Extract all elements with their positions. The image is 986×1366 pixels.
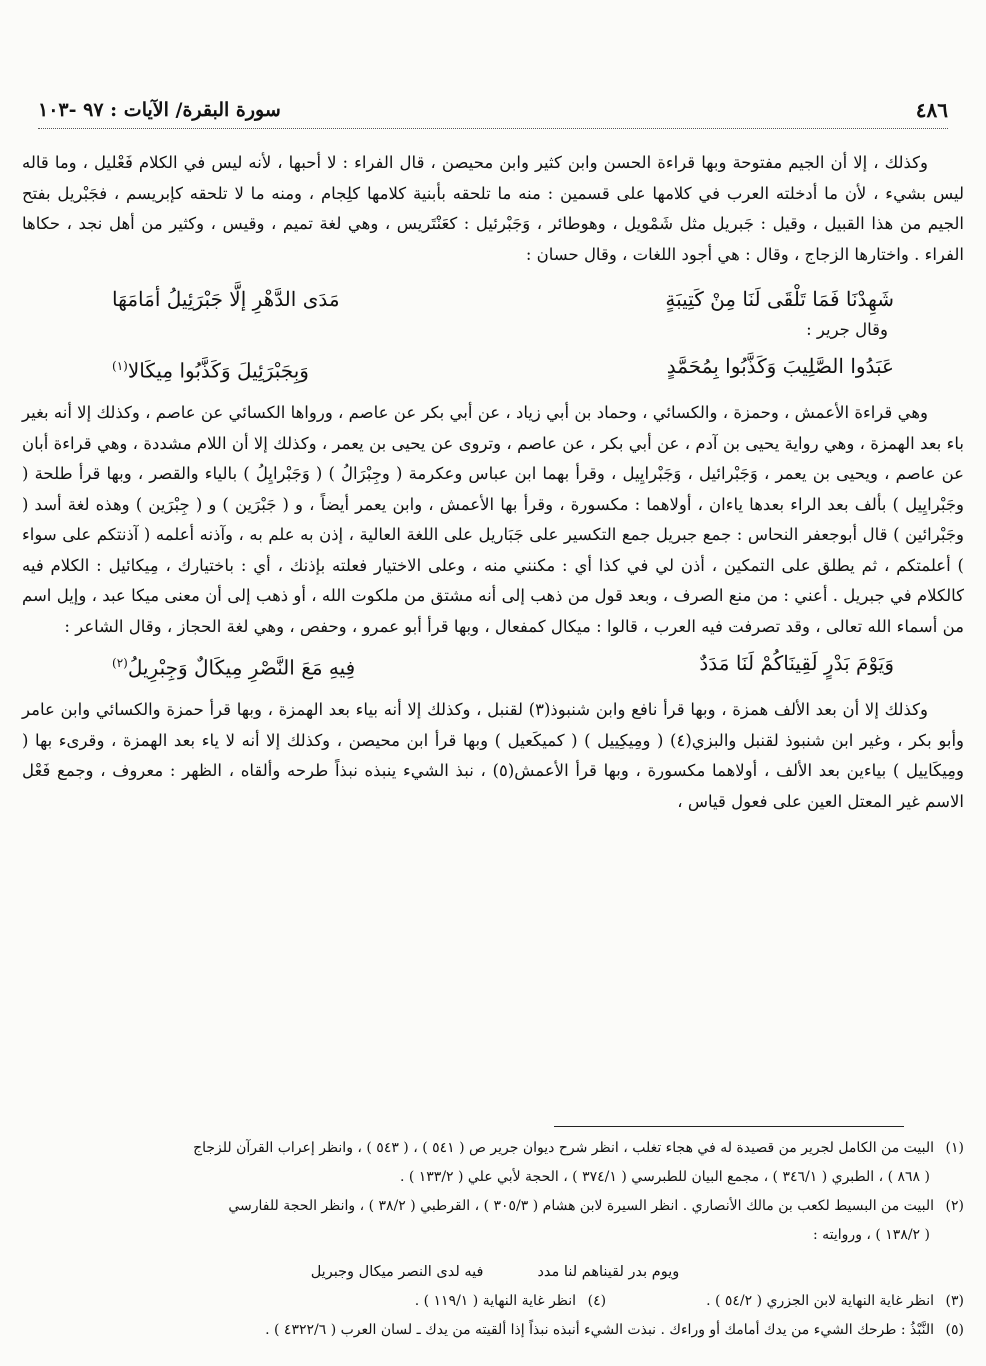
paragraph-3: وكذلك إلا أن بعد الألف همزة ، وبها قرأ نافع وابن شنبوذ(٣) لقنبل ، وكذلك إلا أنه بياء بعد الهمزة ، وبها قرأ حمزة والكسائي وابن عامر وأبو بكر ، وغير ابن شنبوذ لقنبل والبزي(٤) ( ومِيكِييل ) ( كميكَعيل ) وبها قرأ ابن محيصن ، وكذلك إلا أنه لا ياء بعد الهمزة ، وقرىء بها ( ومِيكَاييل ) بياءين بعد الألف ، أولاهما مكسورة ، وبها قرأ الأعمش(٥) ، نبذ الشيء ينبذه نبذاً طرحه وألقاه ، الظهر : معروف ، وجمع فَعْل الاسم غير المعتل العين على فعول قياس ، bbox=[22, 700, 965, 811]
verse-intro-jarir: وقال جرير : bbox=[806, 319, 888, 339]
footnote-3-text: انظر غاية النهاية لابن الجزري ( ٥٤/٢ ) . bbox=[706, 1293, 934, 1309]
footnote-5-number: (٥) bbox=[945, 1322, 964, 1338]
footnote-3-number: (٣) bbox=[945, 1293, 964, 1309]
footnote-2-verse-first: ويوم بدر لقيناهم لنا مدد bbox=[537, 1264, 680, 1280]
verse-2-second-text: وَبِجَبْرَئِيلَ وَكَذَّبُوا مِيكَالا bbox=[127, 358, 309, 383]
footnote-5 bbox=[26, 1316, 964, 1345]
footnote-2-verse-second: فيه لدى النصر ميكال وجبريل bbox=[310, 1264, 484, 1280]
footnote-ref-1: (١) bbox=[112, 359, 128, 373]
footnote-4 bbox=[415, 1287, 606, 1316]
footnote-2-number: (٢) bbox=[945, 1198, 964, 1214]
footnote-ref-2: (٢) bbox=[112, 656, 128, 671]
footnote-2-cont: ( ١٣٨/٢ ) ، وروايته : bbox=[812, 1227, 930, 1243]
verse-3-first-hemistich: وَيَوْمَ بَدْرٍ لَقِينَاكُمْ لَنَا مَدَدٌ bbox=[699, 651, 894, 676]
footnote-2 bbox=[26, 1192, 964, 1221]
running-title: سورة البقرة/ الآيات : ٩٧ -١٠٣ bbox=[38, 99, 281, 121]
page-header bbox=[38, 92, 948, 129]
poem-verse-1 bbox=[112, 284, 894, 315]
footnote-divider bbox=[554, 1126, 904, 1127]
footnote-1-number: (١) bbox=[945, 1140, 964, 1156]
main-text bbox=[22, 148, 964, 817]
footnote-1-line-1: البيت من الكامل لجرير من قصيدة له في هجاء تغلب ، انظر شرح ديوان جرير ص ( ٥٤١ ) ، ( ٥٤٣ ) ، وانظر إعراب القرآن للزجاج bbox=[193, 1140, 934, 1156]
verse-1-first-hemistich: شَهِدْنَا فَمَا تَلْقَى لَنَا مِنْ كَتِيبَةٍ bbox=[665, 287, 894, 311]
footnote-3 bbox=[706, 1287, 964, 1316]
verse-2-second-hemistich bbox=[112, 351, 309, 386]
footnote-4-number: (٤) bbox=[587, 1293, 607, 1309]
page-number: ٤٨٦ bbox=[915, 98, 948, 122]
footnote-4-text: انظر غاية النهاية ( ١١٩/١ ) . bbox=[414, 1293, 577, 1309]
footnote-1-cont: ( ٨٦٨ ) ، الطبري ( ٣٤٦/١ ) ، مجمع البيان للطبرسي ( ٣٧٤/١ ) ، الحجة لأبي علي ( ١٣٣/٢ ) . bbox=[399, 1169, 930, 1185]
footnote-1 bbox=[26, 1134, 964, 1163]
verse-3-second-hemistich bbox=[112, 648, 355, 683]
footnote-2-verse bbox=[26, 1258, 964, 1287]
poem-verse-3 bbox=[112, 648, 894, 683]
paragraph-1: وكذلك ، إلا أن الجيم مفتوحة وبها قراءة الحسن وابن كثير وابن محيصن ، قال الفراء : لا أحبها ، لأنه ليس في الكلام فَعْليل ، وما قاله ليس بشيء ، لأن ما أدخلته العرب في كلامها على قسمين : منه ما تلحقه بأبنية كلامها كلِجام ، ومنه ما لا تلحقه كإبريسم ، فجَبْريل بفتح الجيم من هذا القبيل ، وقيل : جَبريل مثل شَمْويل ، وهوطائر ، وَجَبْرئيل : كعَنْتَريس ، وهي لغة تميم ، وقيس ، وكثير من أهل نجد ، حكاها الفراء . واختارها الزجاج ، وقال : هي أجود اللغات ، وقال حسان : bbox=[22, 153, 964, 264]
poem-verse-2 bbox=[112, 351, 894, 386]
verse-1-second-hemistich: مَدَى الدَّهْرِ إلَّا جَبْرَئِيلُ أمَامَهَا bbox=[112, 287, 340, 311]
footnote-2-line-1: البيت من البسيط لكعب بن مالك الأنصاري . انظر السيرة لابن هشام ( ٣٠٥/٣ ) ، القرطبي ( ٣٨/٢ ) ، وانظر الحجة للفارسي bbox=[228, 1198, 934, 1214]
footnote-5-text: النَّبْذُ : طرحك الشيء من يدك أمامك أو وراءك . نبذت الشيء أنبذه نبذاً إذا ألقيته من يدك ـ لسان العرب ( ٤٣٢٢/٦ ) . bbox=[265, 1322, 934, 1338]
verse-3-second-text: فِيهِ مَعَ النَّصْرِ مِيكَالٌ وَجِبْرِيلُ bbox=[127, 655, 356, 680]
paragraph-2: وهي قراءة الأعمش ، وحمزة ، والكسائي ، وحماد بن أبي زياد ، عن أبي بكر عن عاصم ، ورواها الكسائي عن عاصم ، وكذلك إلا أنه بغير باء بعد الهمزة ، وهي رواية يحيى بن آدم ، عن أبي بكر ، عن عاصم ، وتروى عن يحيى بن يعمر ، وكذلك إلا أن اللام مشددة ، وهي قراءة أبان عن عاصم ، ويحيى بن يعمر ، وَجَبْرائيل ، وَجَبْرايِيل ، وقرأ بهما ابن عباس وعكرمة ( وجِبْرَالُ ) ( وَجَبْرايِلُ ) بالياء والقصر ، وبها قرأ طلحة ( وجَبْرايِيل ) بألف بعد الراء بعدها ياءان ، أولاهما : مكسورة ، وقرأ بها الأعمش ، وابن يعمر أيضاً ، و ( جَبْرَين ) و ( جِبْرَين ) وهذه لغة أسد ( وجَبْرائين ) قال أبوجعفر النحاس : جمع جبريل جمع التكسير على جَبَاريل على اللغة العالية ، إذن به علم به ، وآذنه أعلمه ( آذنتكم على سواء ) أعلمتكم ، ثم يطلق على التمكين ، أذن لي في كذا أي : مكنني منه ، وعلى الاختيار فعلته بإذنك ، أي : باختيارك ، مِيكائيل : الكلام فيه كالكلام في جبريل . أعني : من منع الصرف ، وبعد قول من ذهب إلى أنه مشتق من ملكوت الله ، أو ذهب إلى أن معنى ميكا عبد ، وإيل اسم من أسماء الله تعالى ، وقد تصرفت فيه العرب ، قالوا : ميكال كمفعال ، وبها قرأ أبو عمرو ، وحفص ، وهي لغة الحجاز ، وقال الشاعر : bbox=[22, 403, 964, 636]
footnotes bbox=[26, 1134, 964, 1345]
verse-2-first-hemistich: عَبَدُوا الصَّلِيبَ وَكَذَّبُوا بِمُحَمَّدٍ bbox=[666, 354, 894, 378]
footnotes-3-4 bbox=[26, 1287, 964, 1316]
